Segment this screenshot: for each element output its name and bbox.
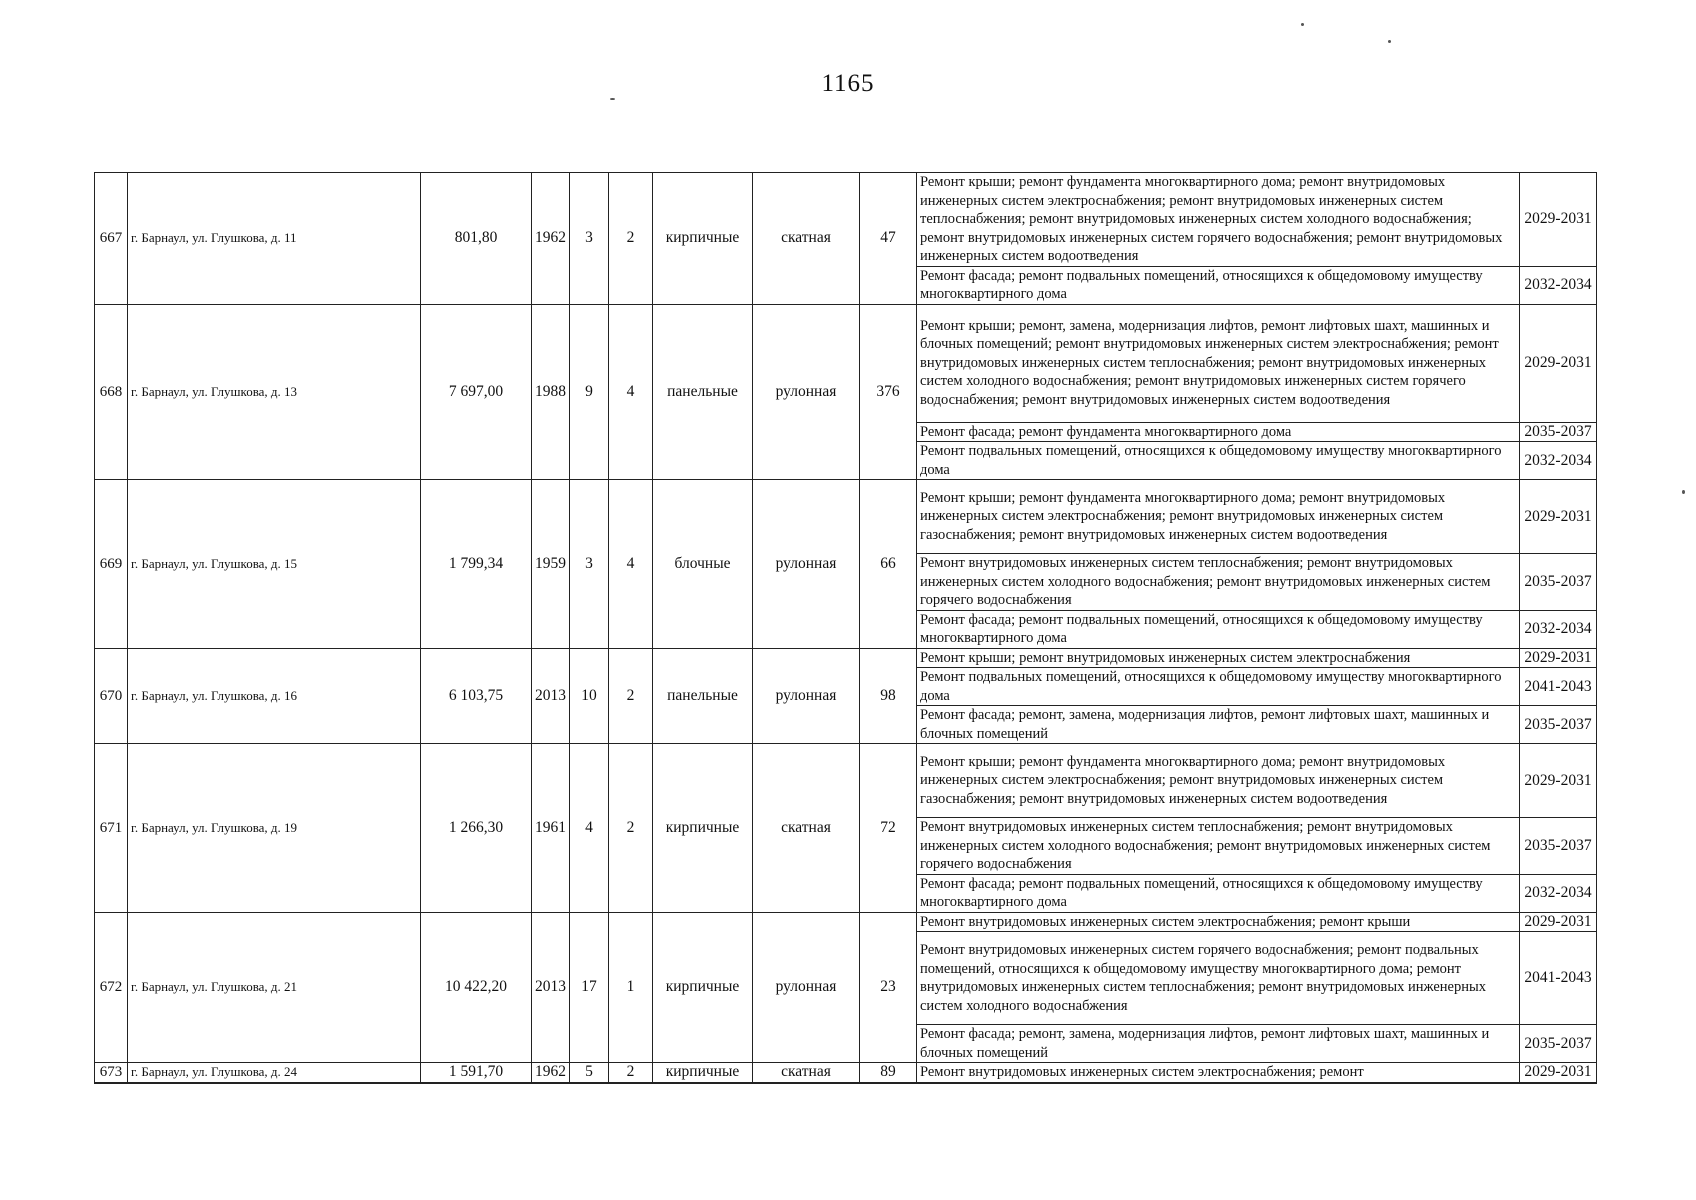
table-row: [95, 173, 1597, 267]
wall-material-cell: кирпичные: [653, 173, 753, 305]
repair-period-cell: 2032-2034: [1520, 610, 1597, 648]
address-cell: г. Барнаул, ул. Глушкова, д. 19: [128, 744, 421, 913]
build-year-cell: 1962: [532, 173, 570, 305]
page-number: 1165: [821, 70, 875, 97]
roof-type-cell: скатная: [753, 1063, 860, 1083]
repair-period-cell: 2029-2031: [1520, 1063, 1597, 1083]
roof-type-cell: рулонная: [753, 912, 860, 1063]
row-number-cell: 667: [95, 173, 128, 305]
repair-period-cell: 2035-2037: [1520, 706, 1597, 744]
residents-count-cell: 72: [860, 744, 917, 913]
table-row: [95, 648, 1597, 668]
entrances-count-cell: 2: [609, 648, 653, 744]
wall-material-cell: кирпичные: [653, 1063, 753, 1083]
total-area-cell: 6 103,75: [421, 648, 532, 744]
roof-type-cell: рулонная: [753, 648, 860, 744]
row-number-cell: 668: [95, 304, 128, 480]
residents-count-cell: 98: [860, 648, 917, 744]
repair-period-cell: 2029-2031: [1520, 480, 1597, 554]
total-area-cell: 10 422,20: [421, 912, 532, 1063]
repair-works-cell: Ремонт фасада; ремонт фундамента многоквартирного дома: [917, 422, 1520, 442]
scan-speck: [1301, 23, 1304, 26]
roof-type-cell: рулонная: [753, 304, 860, 480]
floors-count-cell: 5: [570, 1063, 609, 1083]
table-row: [95, 480, 1597, 554]
repair-period-cell: 2029-2031: [1520, 912, 1597, 932]
build-year-cell: 2013: [532, 912, 570, 1063]
floors-count-cell: 3: [570, 480, 609, 649]
table-body: [95, 173, 1597, 1083]
address-cell: г. Барнаул, ул. Глушкова, д. 24: [128, 1063, 421, 1083]
repair-period-cell: 2029-2031: [1520, 744, 1597, 818]
repair-works-cell: Ремонт внутридомовых инженерных систем электроснабжения; ремонт крыши: [917, 912, 1520, 932]
repair-period-cell: 2029-2031: [1520, 304, 1597, 422]
repair-works-cell: Ремонт крыши; ремонт, замена, модернизация лифтов, ремонт лифтовых шахт, машинных и блочных помещений; ремонт внутридомовых инженерных систем электроснабжения; ремонт внутридомовых инженерных систем теплоснабжения; ремонт внутридомовых инженерных систем холодного водоснабжения; ремонт внутридомовых инженерных систем горячего водоснабжения; ремонт внутридомовых инженерных систем водоотведения: [917, 304, 1520, 422]
residents-count-cell: 89: [860, 1063, 917, 1083]
build-year-cell: 1961: [532, 744, 570, 913]
residents-count-cell: 47: [860, 173, 917, 305]
repair-period-cell: 2035-2037: [1520, 422, 1597, 442]
entrances-count-cell: 1: [609, 912, 653, 1063]
total-area-cell: 7 697,00: [421, 304, 532, 480]
repair-works-cell: Ремонт крыши; ремонт внутридомовых инженерных систем электроснабжения: [917, 648, 1520, 668]
wall-material-cell: кирпичные: [653, 744, 753, 913]
repair-works-cell: Ремонт крыши; ремонт фундамента многоквартирного дома; ремонт внутридомовых инженерных систем электроснабжения; ремонт внутридомовых инженерных систем теплоснабжения; ремонт внутридомовых инженерных систем холодного водоснабжения; ремонт внутридомовых инженерных систем горячего водоснабжения; ремонт внутридомовых инженерных систем водоотведения: [917, 173, 1520, 267]
housing-register-table: [94, 172, 1597, 1084]
entrances-count-cell: 4: [609, 480, 653, 649]
address-cell: г. Барнаул, ул. Глушкова, д. 11: [128, 173, 421, 305]
wall-material-cell: панельные: [653, 304, 753, 480]
repair-period-cell: 2035-2037: [1520, 1025, 1597, 1063]
repair-period-cell: 2029-2031: [1520, 173, 1597, 267]
repair-works-cell: Ремонт внутридомовых инженерных систем электроснабжения; ремонт: [917, 1063, 1520, 1083]
total-area-cell: 801,80: [421, 173, 532, 305]
row-number-cell: 672: [95, 912, 128, 1063]
table-row: [95, 744, 1597, 818]
repair-works-cell: Ремонт внутридомовых инженерных систем теплоснабжения; ремонт внутридомовых инженерных систем холодного водоснабжения; ремонт внутридомовых инженерных систем горячего водоснабжения: [917, 554, 1520, 611]
entrances-count-cell: 4: [609, 304, 653, 480]
wall-material-cell: панельные: [653, 648, 753, 744]
roof-type-cell: скатная: [753, 173, 860, 305]
row-number-cell: 670: [95, 648, 128, 744]
repair-period-cell: 2041-2043: [1520, 668, 1597, 706]
repair-works-cell: Ремонт крыши; ремонт фундамента многоквартирного дома; ремонт внутридомовых инженерных систем электроснабжения; ремонт внутридомовых инженерных систем газоснабжения; ремонт внутридомовых инженерных систем водоотведения: [917, 480, 1520, 554]
address-cell: г. Барнаул, ул. Глушкова, д. 13: [128, 304, 421, 480]
build-year-cell: 2013: [532, 648, 570, 744]
row-number-cell: 671: [95, 744, 128, 913]
entrances-count-cell: 2: [609, 744, 653, 913]
repair-period-cell: 2035-2037: [1520, 818, 1597, 875]
build-year-cell: 1988: [532, 304, 570, 480]
wall-material-cell: блочные: [653, 480, 753, 649]
entrances-count-cell: 2: [609, 173, 653, 305]
residents-count-cell: 23: [860, 912, 917, 1063]
total-area-cell: 1 799,34: [421, 480, 532, 649]
scan-speck: [610, 98, 615, 100]
repair-works-cell: Ремонт внутридомовых инженерных систем горячего водоснабжения; ремонт подвальных помещений, относящихся к общедомовому имуществу многоквартирного дома; ремонт внутридомовых инженерных систем теплоснабжения; ремонт внутридомовых инженерных систем холодного водоснабжения: [917, 932, 1520, 1025]
repair-period-cell: 2035-2037: [1520, 554, 1597, 611]
row-number-cell: 669: [95, 480, 128, 649]
repair-works-cell: Ремонт крыши; ремонт фундамента многоквартирного дома; ремонт внутридомовых инженерных систем электроснабжения; ремонт внутридомовых инженерных систем газоснабжения; ремонт внутридомовых инженерных систем водоотведения: [917, 744, 1520, 818]
floors-count-cell: 9: [570, 304, 609, 480]
repair-period-cell: 2032-2034: [1520, 874, 1597, 912]
address-cell: г. Барнаул, ул. Глушкова, д. 15: [128, 480, 421, 649]
repair-period-cell: 2032-2034: [1520, 442, 1597, 480]
table-row: [95, 1063, 1597, 1083]
total-area-cell: 1 591,70: [421, 1063, 532, 1083]
repair-works-cell: Ремонт фасада; ремонт подвальных помещений, относящихся к общедомовому имуществу многоквартирного дома: [917, 874, 1520, 912]
repair-works-cell: Ремонт фасада; ремонт подвальных помещений, относящихся к общедомовому имуществу многоквартирного дома: [917, 266, 1520, 304]
repair-works-cell: Ремонт подвальных помещений, относящихся к общедомовому имуществу многоквартирного дома: [917, 668, 1520, 706]
floors-count-cell: 4: [570, 744, 609, 913]
residents-count-cell: 66: [860, 480, 917, 649]
address-cell: г. Барнаул, ул. Глушкова, д. 16: [128, 648, 421, 744]
build-year-cell: 1959: [532, 480, 570, 649]
roof-type-cell: скатная: [753, 744, 860, 913]
repair-works-cell: Ремонт фасада; ремонт подвальных помещений, относящихся к общедомовому имуществу многоквартирного дома: [917, 610, 1520, 648]
roof-type-cell: рулонная: [753, 480, 860, 649]
repair-works-cell: Ремонт внутридомовых инженерных систем теплоснабжения; ремонт внутридомовых инженерных систем холодного водоснабжения; ремонт внутридомовых инженерных систем горячего водоснабжения: [917, 818, 1520, 875]
residents-count-cell: 376: [860, 304, 917, 480]
repair-period-cell: 2032-2034: [1520, 266, 1597, 304]
entrances-count-cell: 2: [609, 1063, 653, 1083]
repair-works-cell: Ремонт фасада; ремонт, замена, модернизация лифтов, ремонт лифтовых шахт, машинных и блочных помещений: [917, 1025, 1520, 1063]
wall-material-cell: кирпичные: [653, 912, 753, 1063]
floors-count-cell: 3: [570, 173, 609, 305]
table-row: [95, 912, 1597, 932]
scan-speck: [1682, 490, 1685, 494]
address-cell: г. Барнаул, ул. Глушкова, д. 21: [128, 912, 421, 1063]
repair-works-cell: Ремонт фасада; ремонт, замена, модернизация лифтов, ремонт лифтовых шахт, машинных и блочных помещений: [917, 706, 1520, 744]
total-area-cell: 1 266,30: [421, 744, 532, 913]
floors-count-cell: 17: [570, 912, 609, 1063]
row-number-cell: 673: [95, 1063, 128, 1083]
table-row: [95, 304, 1597, 422]
repair-period-cell: 2029-2031: [1520, 648, 1597, 668]
repair-works-cell: Ремонт подвальных помещений, относящихся к общедомовому имуществу многоквартирного дома: [917, 442, 1520, 480]
repair-period-cell: 2041-2043: [1520, 932, 1597, 1025]
build-year-cell: 1962: [532, 1063, 570, 1083]
floors-count-cell: 10: [570, 648, 609, 744]
scan-speck: [1388, 40, 1391, 43]
